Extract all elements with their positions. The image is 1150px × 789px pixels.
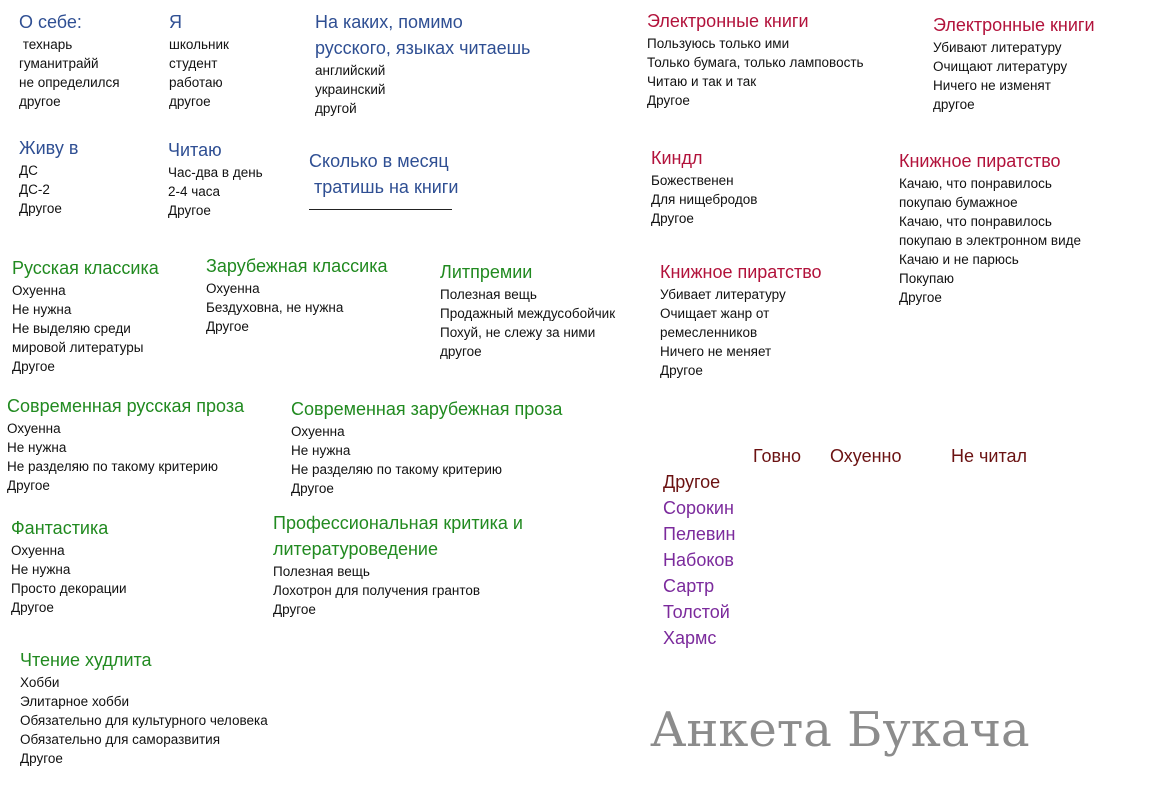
rating-row-author: Пелевин (663, 524, 736, 544)
rating-row-author: Сорокин (663, 498, 734, 518)
section-kindle (651, 145, 757, 228)
option: ремесленников (660, 325, 758, 340)
option: Другое (20, 751, 63, 766)
option: Полезная вещь (440, 287, 537, 302)
option: Охуенна (206, 281, 260, 296)
option: гуманитрайй (19, 56, 99, 71)
option: школьник (169, 37, 229, 52)
rating-column-header: Не читал (951, 446, 1027, 466)
option: Обязательно для саморазвития (20, 732, 221, 747)
section-title-line-2: русского, языках читаешь (315, 38, 531, 58)
option: Покупаю (899, 271, 954, 286)
section-fantasy (11, 515, 127, 617)
option: Божественен (651, 173, 734, 188)
option: Обязательно для культурного человека (20, 713, 268, 728)
option: Другое (660, 363, 703, 378)
option: Ничего не изменят (933, 78, 1051, 93)
option: Очищает жанр от (660, 306, 770, 321)
option: украинский (315, 82, 386, 97)
option: Качаю, что понравилось (899, 176, 1052, 191)
option: 2-4 часа (168, 184, 221, 199)
section-me (169, 9, 229, 111)
section-ebooks-effect (933, 12, 1095, 114)
section-title: Электронные книги (933, 15, 1095, 35)
section-languages (315, 9, 530, 118)
option: Другое (273, 602, 316, 617)
rating-row-other: Другое (663, 472, 721, 492)
option: Не выделяю среди (12, 321, 131, 336)
section-title: Современная русская проза (7, 396, 245, 416)
section-lit-prizes (440, 259, 615, 361)
option: Охуенна (12, 283, 66, 298)
option: Хобби (20, 675, 60, 690)
section-title: Книжное пиратство (660, 262, 822, 282)
option: Другое (651, 211, 694, 226)
section-title: Я (169, 12, 182, 32)
option: Просто декорации (11, 581, 127, 596)
option: Не нужна (7, 440, 67, 455)
option: Не разделяю по такому критерию (7, 459, 219, 474)
option: Другое (206, 319, 249, 334)
option: работаю (169, 75, 223, 90)
option: Другое (19, 201, 62, 216)
option: технарь (19, 37, 73, 52)
option: покупаю в электронном виде (899, 233, 1082, 248)
option: другое (19, 94, 61, 109)
section-title: Живу в (19, 138, 79, 158)
section-title-line-1: На каких, помимо (315, 12, 463, 32)
option: Час-два в день (168, 165, 263, 180)
option: другое (440, 344, 482, 359)
section-modern-foreign-prose (291, 396, 562, 498)
option: мировой литературы (12, 340, 144, 355)
option: Похуй, не слежу за ними (440, 325, 596, 340)
option: Бездуховна, не нужна (206, 300, 344, 315)
option: студент (169, 56, 218, 71)
section-read (168, 137, 263, 220)
section-foreign-classic (206, 253, 387, 336)
section-title-line-2: литературоведение (273, 539, 438, 559)
option: Не разделяю по такому критерию (291, 462, 503, 477)
option: покупаю бумажное (899, 195, 1018, 210)
rating-row-author: Сартр (663, 576, 715, 596)
option: Пользуюсь только ими (647, 36, 790, 51)
option: Другое (647, 93, 690, 108)
section-piracy-me (899, 148, 1081, 307)
section-title: Современная зарубежная проза (291, 399, 563, 419)
section-title: Чтение худлита (20, 650, 152, 670)
rating-row-author: Толстой (663, 602, 730, 622)
section-title: Электронные книги (647, 11, 809, 31)
rating-column-header: Говно (753, 446, 802, 466)
option: Не нужна (12, 302, 72, 317)
section-russian-classic (12, 255, 159, 376)
option: Охуенна (7, 421, 61, 436)
section-title: Читаю (168, 140, 222, 160)
option: Другое (291, 481, 334, 496)
option: Другое (7, 478, 50, 493)
option: Охуенна (11, 543, 65, 558)
section-modern-russian-prose (7, 393, 244, 495)
section-title: Литпремии (440, 262, 533, 282)
option: Убивает литературу (660, 287, 786, 302)
option: ДС-2 (19, 182, 50, 197)
section-piracy-effect (660, 259, 822, 380)
option: Продажный междусобойчик (440, 306, 616, 321)
option: Элитарное хобби (20, 694, 130, 709)
option: Убивают литературу (933, 40, 1062, 55)
section-ebooks-use (647, 8, 864, 110)
option: Очищают литературу (933, 59, 1068, 74)
rating-row-labels (663, 469, 735, 651)
option: Качаю, что понравилось (899, 214, 1052, 229)
option: Качаю и не парюсь (899, 252, 1019, 267)
section-fiction-reading (20, 647, 268, 768)
option: Ничего не меняет (660, 344, 772, 359)
option: Другое (168, 203, 211, 218)
option: другое (933, 97, 975, 112)
option: Другое (899, 290, 942, 305)
option: Не нужна (291, 443, 351, 458)
page-title: Анкета Букача (650, 702, 1030, 758)
rating-row-author: Набоков (663, 550, 734, 570)
option: другой (315, 101, 357, 116)
option: другое (169, 94, 211, 109)
option: Другое (12, 359, 55, 374)
section-title-line-1: Сколько в месяц (309, 151, 449, 171)
section-title: О себе: (19, 12, 82, 32)
answer-blank-line (309, 209, 452, 210)
section-spend (309, 148, 458, 210)
option: ДС (19, 163, 38, 178)
option: Не нужна (11, 562, 71, 577)
section-title: Фантастика (11, 518, 109, 538)
rating-row-author: Хармс (663, 628, 717, 648)
option: Для нищебродов (651, 192, 758, 207)
section-title: Киндл (651, 148, 703, 168)
rating-column-header: Охуенно (830, 446, 902, 466)
option: Охуенна (291, 424, 345, 439)
section-title-line-1: Профессиональная критика и (273, 513, 523, 533)
option: Только бумага, только ламповость (647, 55, 864, 70)
option: Полезная вещь (273, 564, 370, 579)
option: не определился (19, 75, 120, 90)
option: английский (315, 63, 386, 78)
option: Читаю и так и так (647, 74, 757, 89)
option: Другое (11, 600, 54, 615)
section-live (19, 135, 78, 218)
section-title: Русская классика (12, 258, 159, 278)
option: Лохотрон для получения грантов (273, 583, 481, 598)
section-criticism (273, 510, 523, 619)
section-title: Зарубежная классика (206, 256, 388, 276)
section-title: Книжное пиратство (899, 151, 1061, 171)
section-title-line-2: тратишь на книги (309, 177, 459, 197)
section-about (19, 9, 120, 111)
